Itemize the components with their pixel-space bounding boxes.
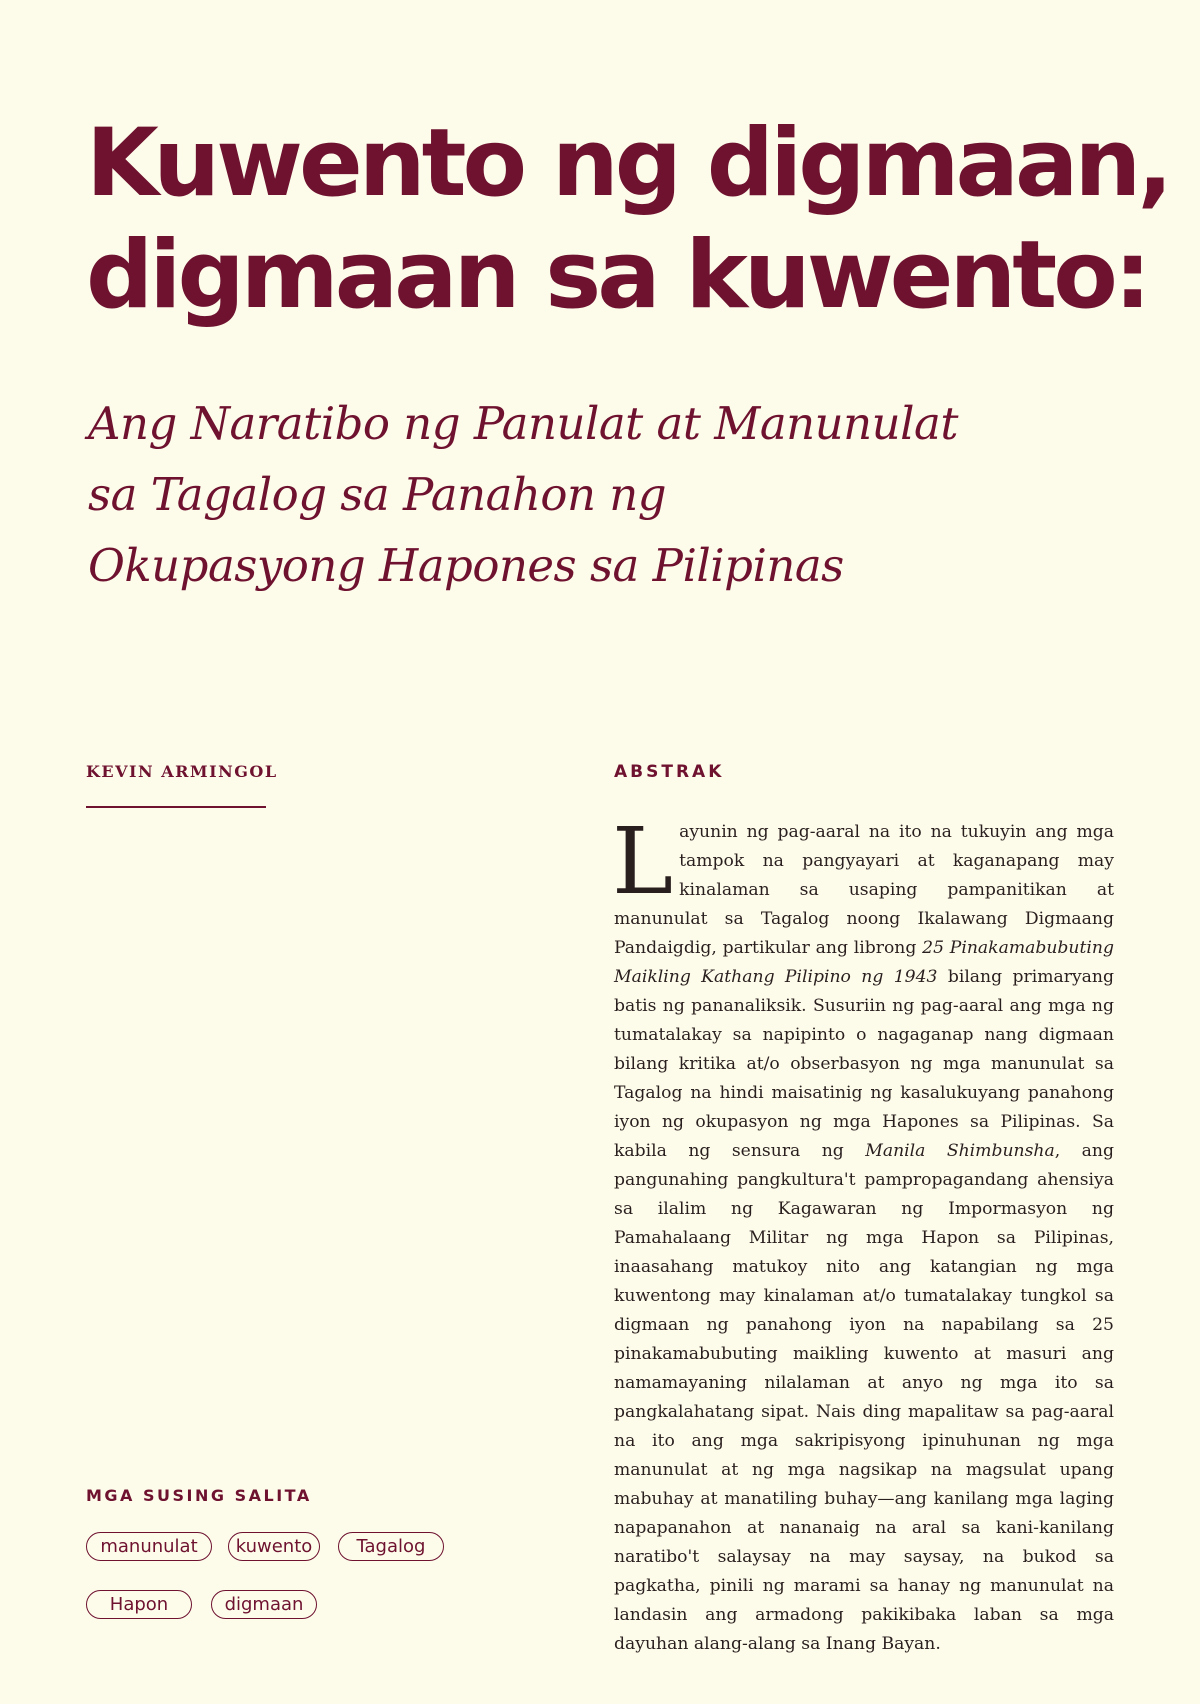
abstract-text-3: , ang pangunahing pangkultura't pampropagandang ahensiya sa ilalim ng Kagawaran ng Impormasyon ng Pamahalaang Militar ng mga Hapon sa Pilipinas, inaasahang matukoy nito ang katangian ng mga kuwentong may kinalaman at/o tumatalakay tungkol sa digmaan ng panahong iyon na napabilang sa 25 pinakamabubuting maikling kuwento at masuri ang namamayaning nilalaman at anyo ng mga ito sa pangkalahatang sipat. Nais ding mapalitaw sa pag-aaral na ito ang mga sakripisyong ipinuhunan ng mga manunulat at ng mga nagsikap na magsulat upang mabuhay at manatiling buhay—ang kanilang mga laging napapanahon at nananaig na aral sa kani-kanilang naratibo't salaysay na may saysay, na bukod sa pagkatha, pinili ng marami sa hanay ng manunulat na landasin ang armadong pakikibaka laban sa mga dayuhan alang-alang sa Inang Bayan. bbox=[614, 1141, 1114, 1654]
keyword-tag: digmaan bbox=[211, 1590, 317, 1619]
abstract-heading: ABSTRAK bbox=[614, 762, 725, 782]
abstract-book-title: 25 Pinakamabubuting Maikling Kathang Pilipino ng 1943 bbox=[614, 938, 1114, 987]
title-line-2: digmaan sa kuwento: bbox=[86, 221, 1148, 330]
abstract-text-1: ayunin ng pag-aaral na ito na tukuyin ang mga tampok na pangyayari at kaganapang may kinalaman sa usaping pampanitikan at manunulat sa Tagalog noong Ikalawang Digmaang Pandaigdig, partikular ang librong bbox=[614, 822, 1114, 958]
keywords-heading: MGA SUSING SALITA bbox=[86, 1486, 312, 1505]
keyword-tag: Tagalog bbox=[338, 1532, 444, 1561]
title-line-1: Kuwento ng digmaan, bbox=[86, 109, 1170, 218]
author-divider bbox=[86, 806, 266, 808]
author-name: KEVIN ARMINGOL bbox=[86, 762, 278, 781]
subtitle-line-1: Ang Naratibo ng Panulat at Manunulat bbox=[88, 397, 958, 450]
keyword-tag: manunulat bbox=[86, 1532, 212, 1561]
subtitle-line-3: Okupasyong Hapones sa Pilipinas bbox=[88, 539, 844, 592]
subtitle-line-2: sa Tagalog sa Panahon ng bbox=[88, 468, 667, 521]
abstract-text-2: bilang primaryang batis ng pananaliksik. Susuriin ng pag-aaral ang mga ng tumatalakay sa napipinto o nagaganap nang digmaan bilang kritika at/o obserbasyon ng mga manunulat sa Tagalog na hindi maisatinig ng kasalukuyang panahong iyon ng okupasyon ng mga Hapones sa Pilipinas. Sa kabila ng sensura ng bbox=[614, 967, 1114, 1161]
keyword-tag: Hapon bbox=[86, 1590, 192, 1619]
abstract-paragraph bbox=[612, 808, 1114, 1659]
abstract-body bbox=[612, 808, 1114, 1659]
article-subtitle bbox=[88, 388, 1088, 601]
abstract-agency-name: Manila Shimbunsha bbox=[865, 1141, 1055, 1161]
keyword-tag: kuwento bbox=[228, 1532, 320, 1561]
article-title bbox=[86, 108, 1170, 332]
abstract-dropcap: L bbox=[612, 808, 674, 915]
